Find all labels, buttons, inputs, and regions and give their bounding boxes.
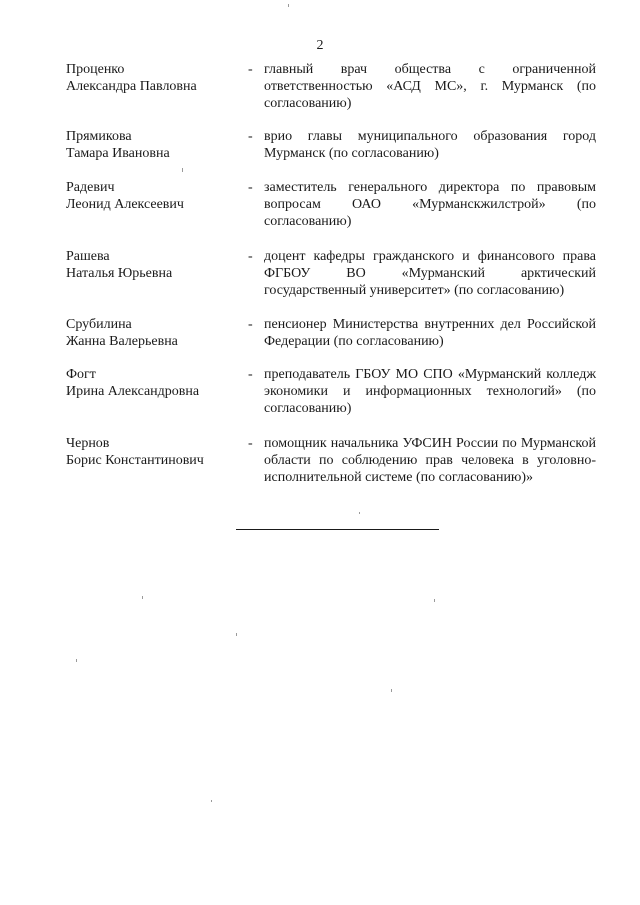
- member-position: пенсионер Министерства внутренних дел Российской Федерации (по согласованию): [264, 317, 596, 349]
- scan-speck: [359, 512, 360, 514]
- member-surname: Проценко: [66, 62, 125, 77]
- member-name: [66, 316, 246, 350]
- scan-speck: [434, 599, 435, 602]
- member-given-names: Жанна Валерьевна: [66, 334, 178, 349]
- member-name: [66, 128, 246, 162]
- scan-speck: [236, 633, 237, 636]
- member-name: [66, 435, 246, 469]
- scan-speck: [288, 4, 289, 7]
- member-surname: Радевич: [66, 180, 115, 195]
- page-number: 2: [316, 38, 324, 53]
- member-name: [66, 366, 246, 400]
- member-given-names: Ирина Александровна: [66, 384, 200, 399]
- member-given-names: Борис Константинович: [66, 453, 204, 468]
- member-surname: Прямикова: [66, 129, 132, 144]
- member-given-names: Леонид Алексеевич: [66, 197, 184, 212]
- entry-dash: -: [248, 436, 253, 451]
- entry-dash: -: [248, 249, 253, 264]
- member-surname: Чернов: [66, 436, 110, 451]
- member-position: помощник начальника УФСИН России по Мурманской области по соблюдению прав человека в уголовно-исполнительной системе (по согласованию)»: [264, 436, 596, 485]
- list-item: [66, 128, 596, 162]
- list-item: [66, 316, 596, 350]
- member-list: [66, 61, 596, 486]
- member-given-names: Александра Павловна: [66, 79, 197, 94]
- member-position: преподаватель ГБОУ МО СПО «Мурманский колледж экономики и информационных технологий» (по согласованию): [264, 367, 596, 416]
- entry-dash: -: [248, 367, 253, 382]
- member-name: [66, 248, 246, 282]
- scan-speck: [76, 659, 77, 662]
- list-item: [66, 248, 596, 299]
- scan-speck: [391, 689, 392, 692]
- entry-dash: -: [248, 62, 253, 77]
- entry-dash: -: [248, 317, 253, 332]
- entry-dash: -: [248, 129, 253, 144]
- member-given-names: Наталья Юрьевна: [66, 266, 173, 281]
- scan-speck: [142, 596, 143, 599]
- list-item: [66, 61, 596, 112]
- list-item: [66, 435, 596, 486]
- end-rule: [236, 529, 439, 530]
- member-position: заместитель генерального директора по правовым вопросам ОАО «Мурманскжилстрой» (по согласованию): [264, 180, 596, 229]
- member-given-names: Тамара Ивановна: [66, 146, 170, 161]
- list-item: [66, 179, 596, 230]
- member-position: врио главы муниципального образования город Мурманск (по согласованию): [264, 129, 596, 161]
- member-name: [66, 179, 246, 213]
- member-name: [66, 61, 246, 95]
- member-surname: Срубилина: [66, 317, 132, 332]
- member-position: главный врач общества с ограниченной ответственностью «АСД МС», г. Мурманск (по согласованию): [264, 62, 596, 111]
- entry-dash: -: [248, 180, 253, 195]
- member-surname: Рашева: [66, 249, 110, 264]
- scan-speck: [211, 800, 212, 802]
- member-surname: Фогт: [66, 367, 96, 382]
- scan-speck: [182, 168, 183, 172]
- list-item: [66, 366, 596, 417]
- member-position: доцент кафедры гражданского и финансового права ФГБОУ ВО «Мурманский арктический государственный университет» (по согласованию): [264, 249, 596, 298]
